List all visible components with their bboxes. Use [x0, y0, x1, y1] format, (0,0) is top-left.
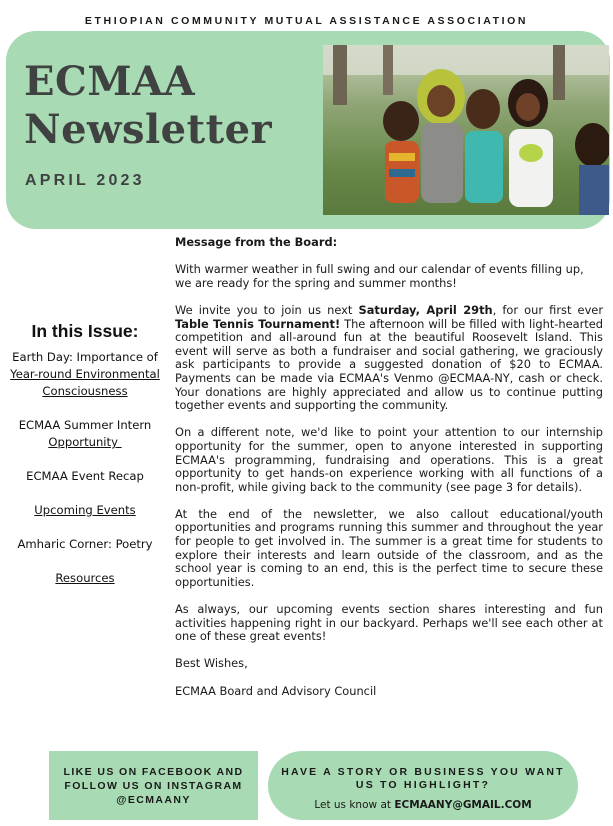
- toc-item-resources: [0, 570, 170, 587]
- toc-link-earth-day-line-2[interactable]: Year-round Environmental: [10, 367, 160, 381]
- title-line-1: ECMAA: [24, 58, 196, 105]
- contact-email-link[interactable]: ECMAANY@GMAIL.COM: [394, 799, 532, 811]
- message-paragraph-1: With warmer weather in full swing and our calendar of events filling up, we are ready for the spring and summer months!: [175, 262, 584, 290]
- event-date: Saturday, April 29th: [358, 302, 493, 317]
- social-line-2: FOLLOW US ON INSTAGRAM: [64, 779, 243, 792]
- social-handle[interactable]: @ECMAANY: [116, 793, 191, 806]
- message-paragraph-3: On a different note, we'd like to point your attention to our internship opportunity for the summer, open to anyone interested in supporting ECMAA's programming, fundraising and operations. This is a great opportunity to get hands-on experience working with all functions of a non-profit, while giving back to the community (see page 3 for details).: [175, 425, 603, 494]
- story-prompt: [268, 766, 578, 792]
- toc-item-amharic-corner: [0, 536, 170, 553]
- p2-text-a: We invite you to join us next: [175, 302, 359, 317]
- children-photo: [323, 45, 609, 215]
- p2-text-b: , for our first ever: [492, 302, 603, 317]
- toc-link-upcoming-events[interactable]: Upcoming Events: [34, 503, 136, 517]
- event-name: Table Tennis Tournament!: [175, 316, 341, 331]
- toc-link-earth-day-line-3[interactable]: Consciousness: [42, 384, 128, 398]
- toc-link-summer-intern-line-2[interactable]: Opportunity: [48, 435, 122, 449]
- message-closing: Best Wishes,: [175, 656, 248, 671]
- toc-item-earth-day-line-1: Earth Day: Importance of: [12, 350, 158, 364]
- toc-item-event-recap-line-1: ECMAA Event Recap: [26, 469, 144, 483]
- message-heading: Message from the Board:: [175, 235, 338, 249]
- org-name: ETHIOPIAN COMMUNITY MUTUAL ASSISTANCE ASSOCIATION: [84, 15, 529, 27]
- toc-item-event-recap: [0, 468, 170, 485]
- message-paragraph-4: At the end of the newsletter, we also callout educational/youth opportunities and programs running this summer and throughout the year for people to get involved in. The summer is a great time for students to explore their interests and learn outside of the classroom, and as the school year is coming to an end, this is the perfect time to secure these opportunities.: [175, 506, 603, 589]
- story-prompt-line-2: US TO HIGHLIGHT?: [355, 779, 491, 791]
- toc-item-amharic-corner-line-1: Amharic Corner: Poetry: [17, 537, 153, 551]
- p2-text-c: The afternoon will be filled with light-hearted competition and all-around fun at the beautiful Roosevelt Island. This event will serve as both a fundraiser and social gathering, we graciously ask participants to provide a suggested donation of $20 to ECMAA. Payments can be made via ECMAA's Venmo @ECMAA-NY, cash or check. Your donations are highly appreciated and allow us to continue putting together events and supporting the community.: [175, 316, 603, 413]
- toc-item-upcoming-events: [0, 502, 170, 519]
- toc-item-earth-day: [0, 349, 170, 400]
- toc-link-resources[interactable]: Resources: [55, 571, 115, 585]
- sidebar-title: In this Issue:: [31, 321, 139, 341]
- toc-item-summer-intern-line-1: ECMAA Summer Intern: [18, 418, 152, 432]
- message-paragraph-2: [175, 304, 603, 413]
- issue-date: APRIL 2023: [25, 172, 145, 189]
- contact-line: [268, 799, 578, 811]
- social-media-box: [49, 751, 258, 820]
- social-line-1: LIKE US ON FACEBOOK AND: [63, 765, 244, 778]
- board-message: [175, 236, 603, 712]
- newsletter-title: [24, 58, 272, 154]
- message-signature: ECMAA Board and Advisory Council: [175, 683, 377, 698]
- story-submission-box: [268, 751, 578, 820]
- contact-prefix: Let us know at: [314, 799, 395, 811]
- story-prompt-line-1: HAVE A STORY OR BUSINESS YOU WANT: [281, 766, 565, 778]
- in-this-issue: [0, 321, 170, 587]
- message-paragraph-5: As always, our upcoming events section shares interesting and fun activities happening right in our backyard. Perhaps we'll see each other at one of these great events!: [175, 602, 603, 644]
- title-line-2: Newsletter: [24, 106, 273, 153]
- toc-item-summer-intern: [0, 417, 170, 451]
